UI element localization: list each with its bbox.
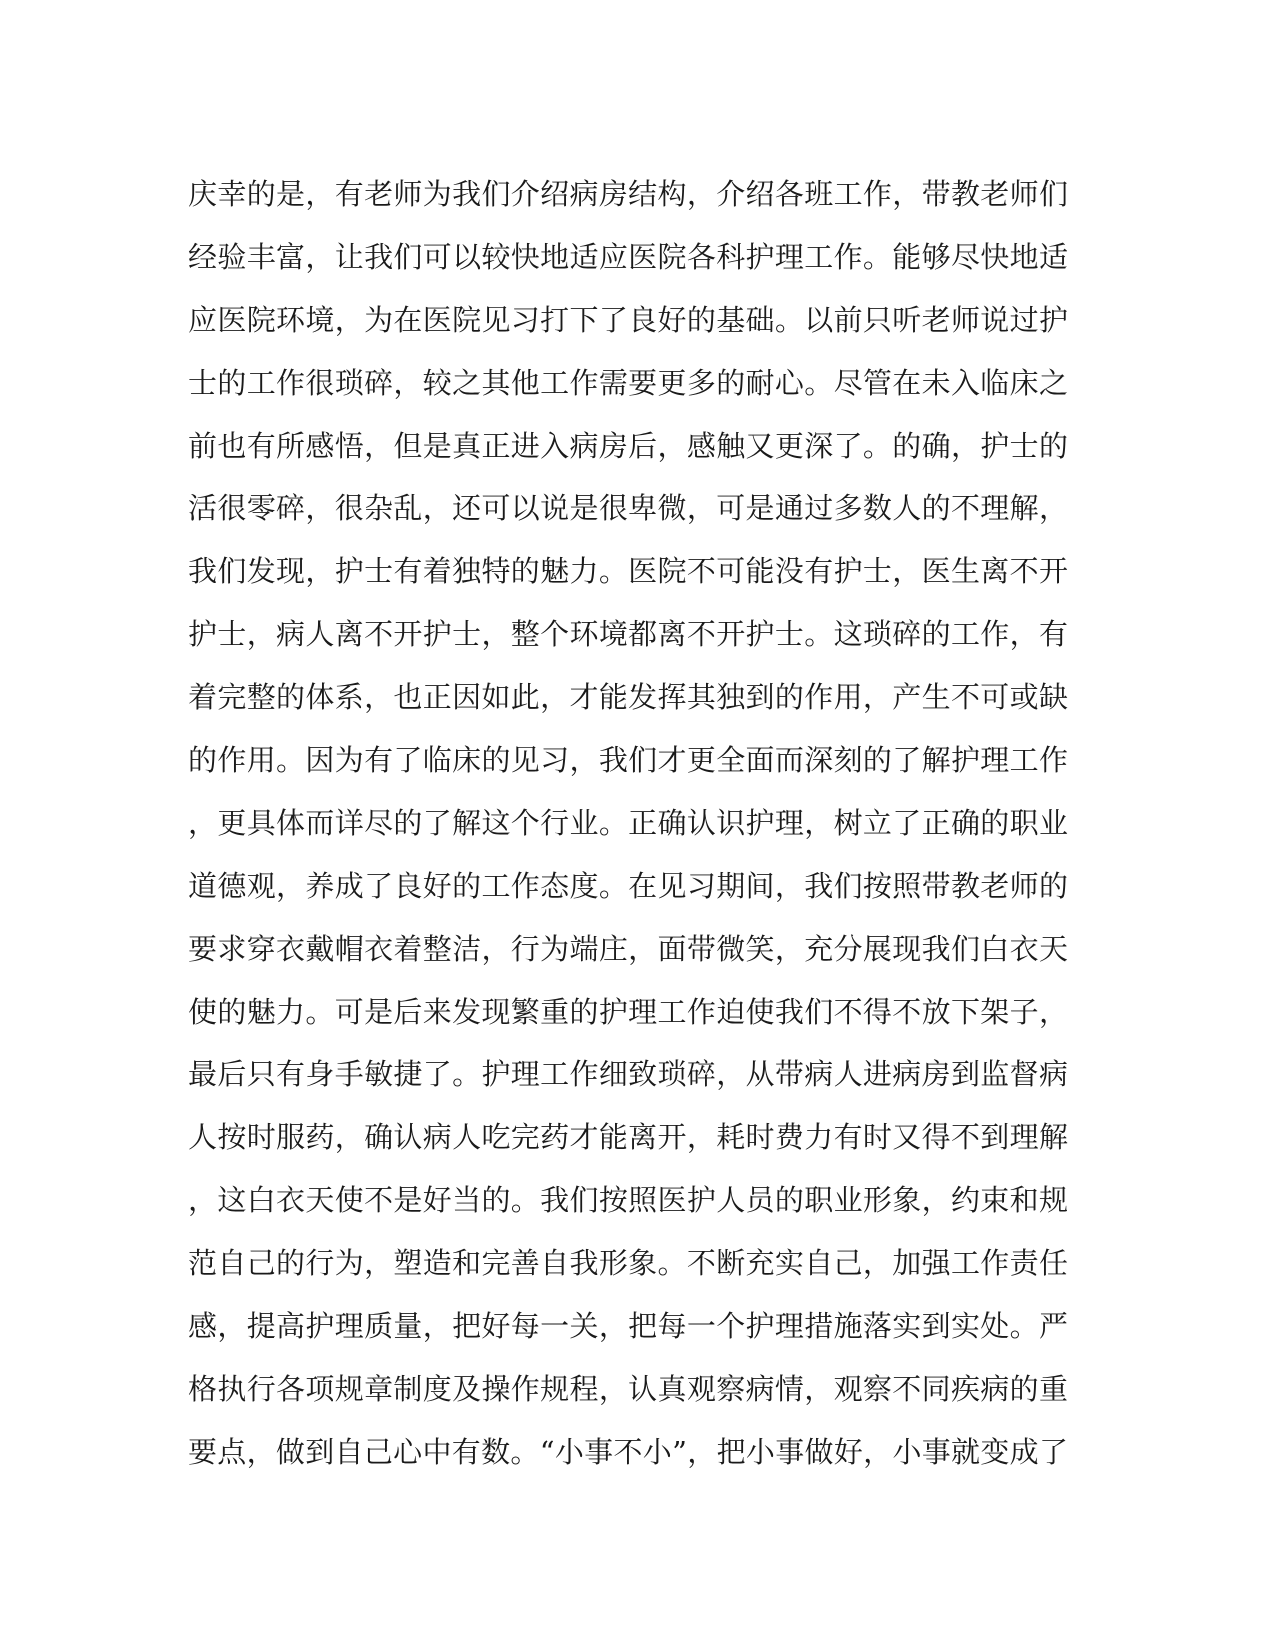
text-line-18: 范自己的行为，塑造和完善自我形象。不断充实自己，加强工作责任: [188, 1246, 1068, 1281]
text-line-19: 感，提高护理质量，把好每一关，把每一个护理措施落实到实处。严: [188, 1309, 1068, 1344]
text-line-5: 前也有所感悟，但是真正进入病房后，感触又更深了。的确，护士的: [188, 428, 1068, 463]
text-line-17: ，这白衣天使不是好当的。我们按照医护人员的职业形象，约束和规: [188, 1183, 1068, 1218]
body-paragraph: [188, 163, 1068, 1484]
text-line-8: 护士，病人离不开护士，整个环境都离不开护士。这琐碎的工作，有: [188, 617, 1068, 652]
text-line-3: 应医院环境，为在医院见习打下了良好的基础。以前只听老师说过护: [188, 302, 1068, 337]
text-line-9: 着完整的体系，也正因如此，才能发挥其独到的作用，产生不可或缺: [188, 680, 1068, 715]
text-line-1: 庆幸的是，有老师为我们介绍病房结构，介绍各班工作，带教老师们: [188, 177, 1068, 211]
text-line-16: 人按时服药，确认病人吃完药才能离开，耗时费力有时又得不到理解: [188, 1120, 1068, 1155]
text-line-7: 我们发现，护士有着独特的魅力。医院不可能没有护士，医生离不开: [188, 554, 1068, 589]
text-line-14: 使的魅力。可是后来发现繁重的护理工作迫使我们不得不放下架子，: [188, 994, 1068, 1029]
text-line-20: 格执行各项规章制度及操作规程，认真观察病情，观察不同疾病的重: [188, 1371, 1068, 1406]
text-line-6: 活很零碎，很杂乱，还可以说是很卑微，可是通过多数人的不理解，: [188, 491, 1068, 526]
text-line-11: ，更具体而详尽的了解这个行业。正确认识护理，树立了正确的职业: [188, 805, 1068, 840]
text-line-15: 最后只有身手敏捷了。护理工作细致琐碎，从带病人进病房到监督病: [188, 1057, 1068, 1092]
text-line-4: 士的工作很琐碎，较之其他工作需要更多的耐心。尽管在未入临床之: [188, 365, 1068, 400]
text-line-2: 经验丰富，让我们可以较快地适应医院各科护理工作。能够尽快地适: [188, 239, 1068, 274]
text-line-13: 要求穿衣戴帽衣着整洁，行为端庄，面带微笑，充分展现我们白衣天: [188, 931, 1068, 966]
text-line-10: 的作用。因为有了临床的见习，我们才更全面而深刻的了解护理工作: [188, 743, 1068, 778]
text-line-12: 道德观，养成了良好的工作态度。在见习期间，我们按照带教老师的: [188, 868, 1068, 903]
text-line-21: 要点，做到自己心中有数。“小事不小”，把小事做好，小事就变成了: [188, 1434, 1068, 1469]
